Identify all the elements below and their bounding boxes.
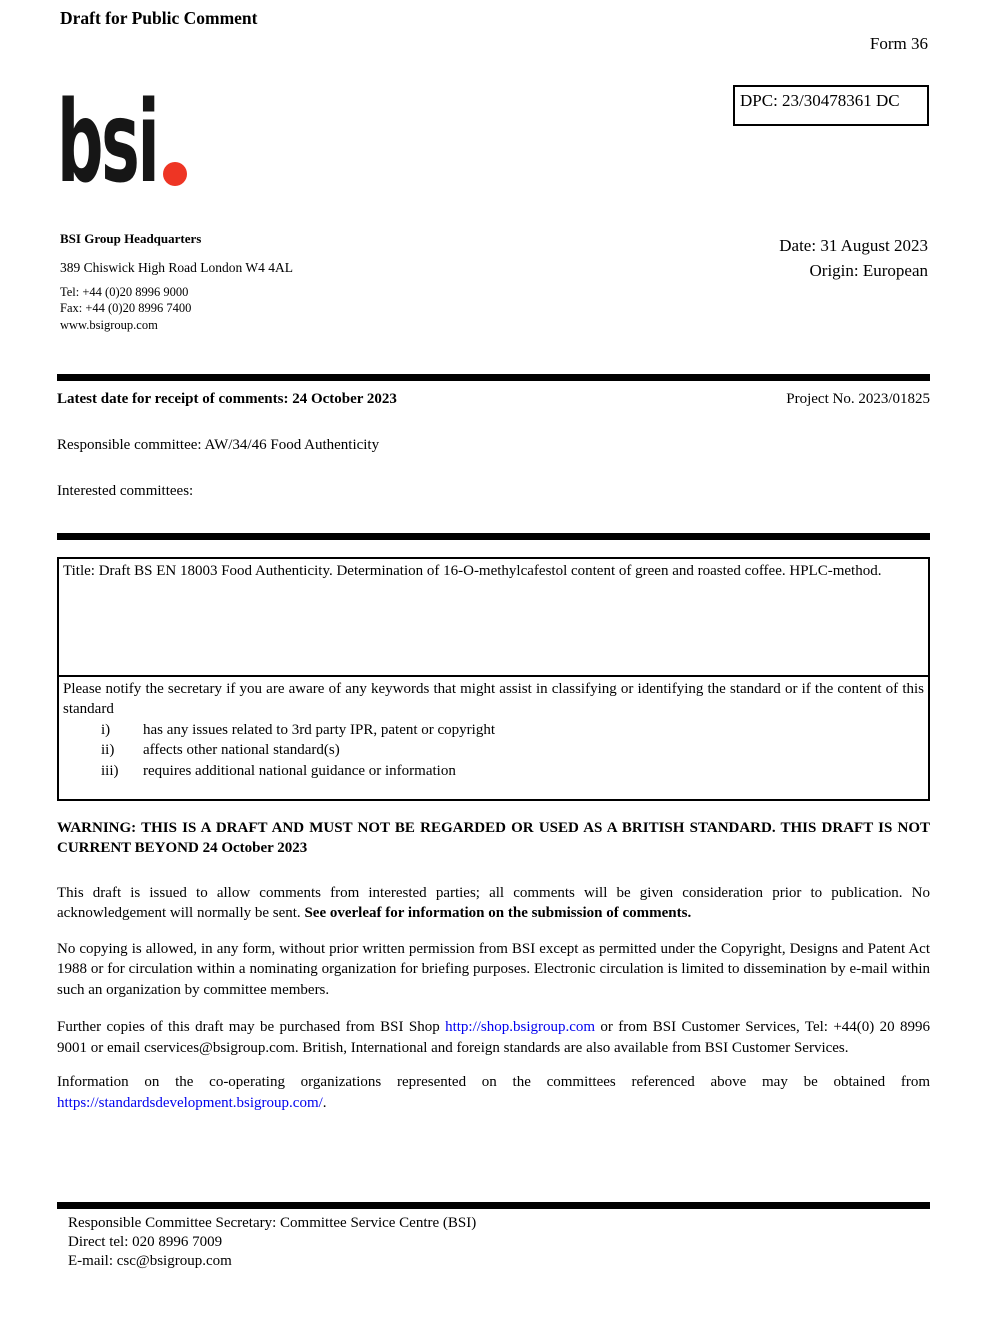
address-title: BSI Group Headquarters bbox=[60, 231, 202, 246]
address-website: www.bsigroup.com bbox=[60, 317, 158, 332]
origin-line: Origin: European bbox=[809, 261, 928, 280]
no-copying-paragraph: No copying is allowed, in any form, without prior written permission from BSI except as permitted under the Copyright, Designs and Patent Act 1988 or for circulation within a nominating organization for briefing purposes. Electronic circulation is limited to dissemination by e-mail within such an organization by committee members. bbox=[57, 940, 930, 998]
keyword-item-text: affects other national standard(s) bbox=[143, 742, 340, 758]
address-street: 389 Chiswick High Road London W4 4AL bbox=[60, 260, 293, 275]
keyword-item-text: has any issues related to 3rd party IPR, patent or copyright bbox=[143, 721, 496, 738]
divider-middle bbox=[57, 533, 930, 540]
page-title: Draft for Public Comment bbox=[60, 8, 258, 28]
further-copies-paragraph bbox=[57, 1017, 930, 1058]
further-copies-text: Further copies of this draft may be purchased from BSI Shop bbox=[57, 1019, 446, 1035]
standard-title: Title: Draft BS EN 18003 Food Authenticity. Determination of 16-O-methylcafestol content of green and roasted coffee. HPLC-method. bbox=[63, 562, 882, 579]
keyword-item bbox=[63, 740, 924, 761]
footer-secretary-line: Responsible Committee Secretary: Committee Service Centre (BSI) bbox=[68, 1215, 477, 1231]
form-number: Form 36 bbox=[869, 34, 928, 53]
bsi-logo-dot-icon bbox=[163, 162, 187, 186]
warning-text: WARNING: THIS IS A DRAFT AND MUST NOT BE REGARDED OR USED AS A BRITISH STANDARD. THIS DRAFT IS NOT CURRENT BEYOND 24 October 2023 bbox=[57, 819, 930, 856]
further-copies-text-2: or from BSI Customer Services, Tel: +44(0) 20 8996 9001 or email cservices@bsigroup.com. British, International and foreign standards are also available from BSI Customer Services. bbox=[57, 1019, 930, 1056]
keywords-intro: Please notify the secretary if you are aware of any keywords that might assist in classifying or identifying the standard or if the content of this standard bbox=[63, 680, 924, 717]
address-fax: Fax: +44 (0)20 8996 7400 bbox=[60, 301, 192, 316]
cooperating-organizations-paragraph bbox=[57, 1072, 930, 1113]
draft-issued-paragraph bbox=[57, 883, 930, 924]
keyword-item bbox=[63, 720, 924, 741]
bsi-logo-text: bsi bbox=[57, 78, 158, 208]
see-overleaf-text: See overleaf for information on the submission of comments. bbox=[304, 905, 692, 921]
keyword-item-text: requires additional national guidance or information bbox=[143, 762, 456, 779]
footer-email-line: E-mail: csc@bsigroup.com bbox=[68, 1253, 232, 1269]
keyword-item bbox=[63, 761, 924, 782]
title-box bbox=[57, 557, 930, 677]
keyword-item-marker: ii) bbox=[101, 742, 115, 758]
draft-issued-text: This draft is issued to allow comments from interested parties; all comments will be given consideration prior to publication. No acknowledgement will normally be sent. bbox=[57, 884, 930, 921]
cooperating-info-text: Information on the co-operating organizations represented on the committees referenced above may be obtained from bbox=[57, 1074, 930, 1090]
latest-date-line: Latest date for receipt of comments: 24 October 2023 bbox=[57, 391, 397, 407]
comments-deadline-row bbox=[57, 389, 930, 410]
keywords-box bbox=[57, 675, 930, 801]
standards-development-link[interactable]: https://standardsdevelopment.bsigroup.com/ bbox=[57, 1094, 323, 1111]
bsi-shop-link[interactable]: http://shop.bsigroup.com bbox=[445, 1019, 596, 1035]
cooperating-info-period: . bbox=[322, 1094, 327, 1111]
date-line: Date: 31 August 2023 bbox=[779, 236, 928, 255]
divider-top bbox=[57, 374, 930, 381]
divider-bottom bbox=[57, 1202, 930, 1209]
keyword-item-marker: i) bbox=[101, 721, 111, 738]
project-number: Project No. 2023/01825 bbox=[786, 391, 930, 407]
address-tel: Tel: +44 (0)20 8996 9000 bbox=[60, 285, 189, 299]
interested-committees-line: Interested committees: bbox=[57, 483, 194, 499]
address-block bbox=[60, 231, 293, 333]
footer-tel-line: Direct tel: 020 8996 7009 bbox=[68, 1234, 223, 1250]
dpc-number: DPC: 23/30478361 DC bbox=[740, 91, 900, 110]
bsi-logo bbox=[57, 78, 277, 208]
keyword-item-marker: iii) bbox=[101, 762, 119, 779]
dpc-number-box bbox=[733, 85, 929, 126]
responsible-committee-line: Responsible committee: AW/34/46 Food Authenticity bbox=[57, 436, 380, 453]
date-origin-block bbox=[779, 233, 928, 283]
footer-block bbox=[57, 1214, 930, 1271]
document-body bbox=[57, 374, 930, 1271]
